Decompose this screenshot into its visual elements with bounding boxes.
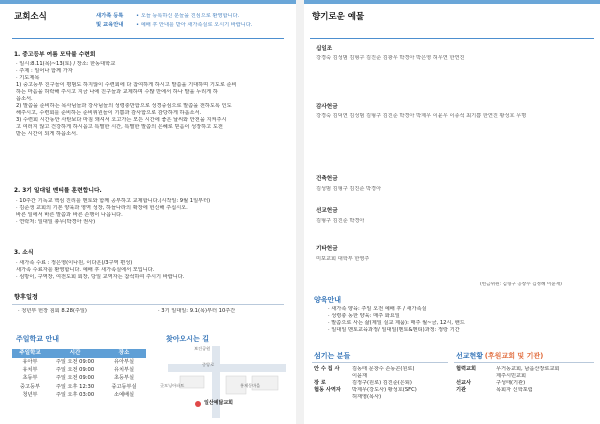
welcome-line-1: • 오늘 등록하신 분들을 진심으로 환영합니다.: [136, 13, 240, 19]
servants-title: 섬기는 분들: [314, 352, 351, 360]
map-label: 굿모닝아파트: [160, 383, 185, 388]
right-top-bar: [304, 0, 600, 4]
servant-role: 안 수 집 사: [314, 366, 340, 372]
map-road-vertical: [212, 346, 220, 418]
map-road-label: 중앙로: [202, 362, 215, 367]
schedule-header: 주일학교: [12, 349, 48, 358]
section1-line: 1) 중고등부 친구들이 평범도 하지않이 수련회에 다 참여하게 하시고 말씀을 기대하며 기도로 준비: [16, 82, 237, 89]
servant-names: 박제우(강도사) 황성호(SFC): [352, 387, 417, 394]
offering-footnote: (헌금위원: 김형구 공창수 김정혜 이윤재): [480, 282, 562, 287]
mission-key: 선교사: [456, 380, 472, 387]
servant-role: 협동 사역자: [314, 387, 341, 394]
mission-value: 구성태(기관): [496, 380, 526, 387]
section1-line: · 주제 : 일어나 함께 가자: [16, 68, 73, 75]
mission-row: [456, 387, 594, 394]
section1-line: 받는 시간이 되게 하옵소서.: [16, 131, 78, 138]
right-page: [304, 0, 600, 424]
directions-title: 찾아오시는 길: [166, 335, 210, 343]
mission-value: 무거동교회, 남읍산장로교회: [496, 366, 560, 372]
offering-donors: 김형구 김진준 박경아: [316, 218, 365, 224]
section1-title: 1. 중고등부 여름 모닥불 수련회: [14, 52, 96, 58]
offering-type: 감사헌금: [316, 104, 338, 110]
mission-key: [456, 373, 496, 380]
table-cell: 중고등부: [19, 383, 41, 390]
offerings-underline: [310, 38, 594, 39]
section3-line: 새가족 수료자를 환영합니다. 예배 후 새가족실에서 모입니다.: [16, 267, 155, 274]
mission-subtitle: (후원교회 및 기관): [484, 352, 544, 360]
servant-row: [314, 366, 450, 373]
training-title: 향후일정: [14, 294, 38, 301]
section1-line: 3) 수련회 시간동안 사탄보다 마침 돼셔서 오고가는 모든 시간에 좋은 날씨와 안전을 지켜주시: [16, 117, 227, 124]
section2-line: 바른 일에서 바른 말씀과 바른 손행이 나옵니다.: [16, 212, 123, 219]
section1-line: · 일시:8.11(목)~13(토) / 장소: 한동대학교: [16, 61, 116, 67]
table-cell: 유치부: [22, 367, 38, 374]
mission-title: 선교현황: [456, 352, 484, 360]
servant-role: 장 로: [314, 380, 326, 387]
table-cell: 청년부: [22, 392, 38, 399]
servant-row: [314, 394, 450, 401]
welcome-label-1: 새가족 등록: [96, 13, 124, 19]
servants-divider: [312, 362, 448, 363]
offering-type: 십일조: [316, 46, 333, 52]
table-row: [12, 383, 146, 391]
mission-row: [456, 380, 594, 387]
servants-list: [314, 366, 450, 401]
servant-row: [314, 380, 450, 387]
offerings-title: 향기로운 예물: [312, 12, 365, 22]
section1-line: 옵소서.: [16, 96, 33, 103]
servant-row: [314, 373, 450, 380]
schedule-header: 장소: [102, 349, 146, 358]
section1-line: 고 여러지 않고 건강하게 하시옵고 특별한 시간, 특별한 말씀의 은혜로 믿음이 성장하고 도전: [16, 124, 223, 131]
table-cell: 주일 오전 09:00: [55, 367, 95, 374]
section3-body: [16, 260, 290, 281]
section2-line: · 김준생 교회의 기본 양육과 영역 성장, 하늘나라의 확장에 헌신해 주십시오.: [16, 205, 188, 212]
table-row: [12, 375, 146, 383]
left-page: [0, 0, 296, 424]
table-cell: 유치부실: [113, 367, 135, 374]
section1-line: 2) 말씀을 준비하는 목사님들과 강사님들의 성령충만함으로 성경중심으로 말씀을 전하도록 인도: [16, 103, 232, 110]
left-top-bar: [0, 0, 296, 4]
nurture-line: · 성령충 동한 양육: 매주 화요일: [328, 313, 400, 320]
mission-value: 목회자 신학포럼: [496, 387, 533, 394]
mission-divider: [454, 362, 594, 363]
directions-map: [160, 346, 288, 418]
mission-key: 협력교회: [456, 366, 477, 372]
section3-line: · 심방이, 구역장, 여전도회 회장, 당일 교역자는 참석하여 주시기 바랍니다.: [16, 274, 185, 281]
nurture-line: · 일대일 멘토교육과정/ 일대일(멘토&멘티)과정: 정랑 기간: [328, 327, 460, 334]
servant-role: [314, 394, 352, 401]
nurture-body: [328, 306, 590, 334]
table-cell: 유아부: [22, 358, 38, 365]
table-cell: 중고등부실: [111, 383, 137, 390]
offering-donors: 강경숙 김덕연 김성범 김형구 김진준 박경아 박제우 이윤우 이종석 최기쁨 한연진 황성호 무명: [316, 113, 527, 119]
training-item-1: · 청년부 헌장 침회 8.28(주일): [18, 308, 87, 314]
section2-line: · 연락처: 일대일 총무(박경아 권사): [16, 219, 96, 226]
offering-type: 건축헌금: [316, 176, 338, 182]
section2-body: [16, 198, 290, 226]
offering-donors: 미포교회 대학부 한영주: [316, 256, 370, 262]
training-item-2: · 3기 일대일: 9.1(목)부터 10주간: [158, 308, 236, 314]
schedule-header: 시간: [48, 349, 102, 358]
school-schedule-table: [12, 349, 146, 400]
table-cell: 초등부실: [113, 375, 135, 382]
welcome-line-2: • 예배 후 안내를 받아 새가족실로 오시기 바랍니다.: [136, 22, 253, 28]
offering-type: 기타헌금: [316, 246, 338, 252]
school-schedule-title: 주일학교 안내: [16, 335, 60, 343]
table-cell: 유아부실: [113, 358, 135, 365]
section3-title: 3. 소식: [14, 250, 34, 256]
section1-line: 해주시고, 수련회를 준비하는 준비위원들이 기쁨과 감사함으로 감당하게 하옵소서.: [16, 110, 202, 117]
mission-row: [456, 366, 594, 373]
section2-title: 2. 3기 일대일 멘티를 훈련합니다.: [14, 188, 102, 194]
table-row: [12, 358, 146, 366]
mission-row: [456, 373, 594, 380]
map-church-label: 일산예닮교회: [204, 400, 233, 406]
nurture-line: · 말씀으로 사는 삶(제일 실교 제품): 매주 월~금, 12시, 밴드: [328, 320, 465, 327]
servant-names: 허재영(목사): [352, 394, 382, 401]
table-cell: 주일 오전 09:00: [55, 375, 95, 382]
mission-list: [456, 366, 594, 394]
table-cell: 주일 오후 12:30: [55, 383, 95, 390]
servant-names: 이윤재: [352, 373, 368, 380]
offering-donors: 김성범 김형구 김진준 박경아: [316, 186, 382, 192]
table-cell: 소예배실: [113, 392, 135, 399]
nurture-title: 양육안내: [314, 296, 342, 304]
map-label: 보건공원: [194, 346, 211, 351]
servant-names: 김동태 문창수 손동곤(원로): [352, 366, 415, 372]
table-row: [12, 366, 146, 374]
map-road-horizontal: [168, 364, 286, 372]
training-divider: [12, 304, 284, 305]
mission-key: 기관: [456, 387, 467, 394]
section3-line: · 새가족 수료 : 정은영(이나원, 이다온)/3구역 편성): [16, 260, 133, 266]
church-news-title: 교회소식: [14, 12, 47, 22]
church-location-marker: [195, 401, 201, 407]
mission-value: 제주시민교회: [496, 373, 527, 380]
servant-names: 김정구(원로) 김진준(은퇴): [352, 380, 412, 387]
servant-role: [314, 373, 352, 380]
church-news-underline: [12, 38, 284, 39]
page-gutter: [296, 0, 304, 424]
schedule-header-row: [12, 349, 146, 358]
section2-line: · 10주간 기독교 핵심 진리를 멘토와 함께 공부하고 교제합니다.(시작일: 9월 1일부터): [16, 198, 211, 204]
map-label: 홍제동마을: [240, 383, 261, 388]
servant-row: [314, 387, 450, 394]
offering-donors: 강경숙 김성범 김형구 김진준 김광우 박경아 박은영 허우연 한연진: [316, 55, 465, 61]
welcome-label-2: 및 교육안내: [96, 22, 124, 28]
mission-header: [456, 352, 543, 361]
nurture-line: · 새가족 양육: 주일 오전 예배 후 / 새가족실: [328, 306, 427, 312]
table-cell: 초등부: [22, 375, 38, 382]
table-cell: 주일 오전 09:00: [55, 358, 95, 365]
table-row: [12, 392, 146, 400]
section1-line: · 기도제목: [16, 75, 40, 82]
section1-body: [16, 61, 290, 138]
section1-line: 하는 마음을 허락해 주시고 지금 나에 친구들과 교제하며 수많 만에서 하나 말을 누리게 하: [16, 89, 218, 96]
offering-type: 선교헌금: [316, 208, 338, 214]
table-cell: 주일 오후 03:00: [55, 392, 95, 399]
